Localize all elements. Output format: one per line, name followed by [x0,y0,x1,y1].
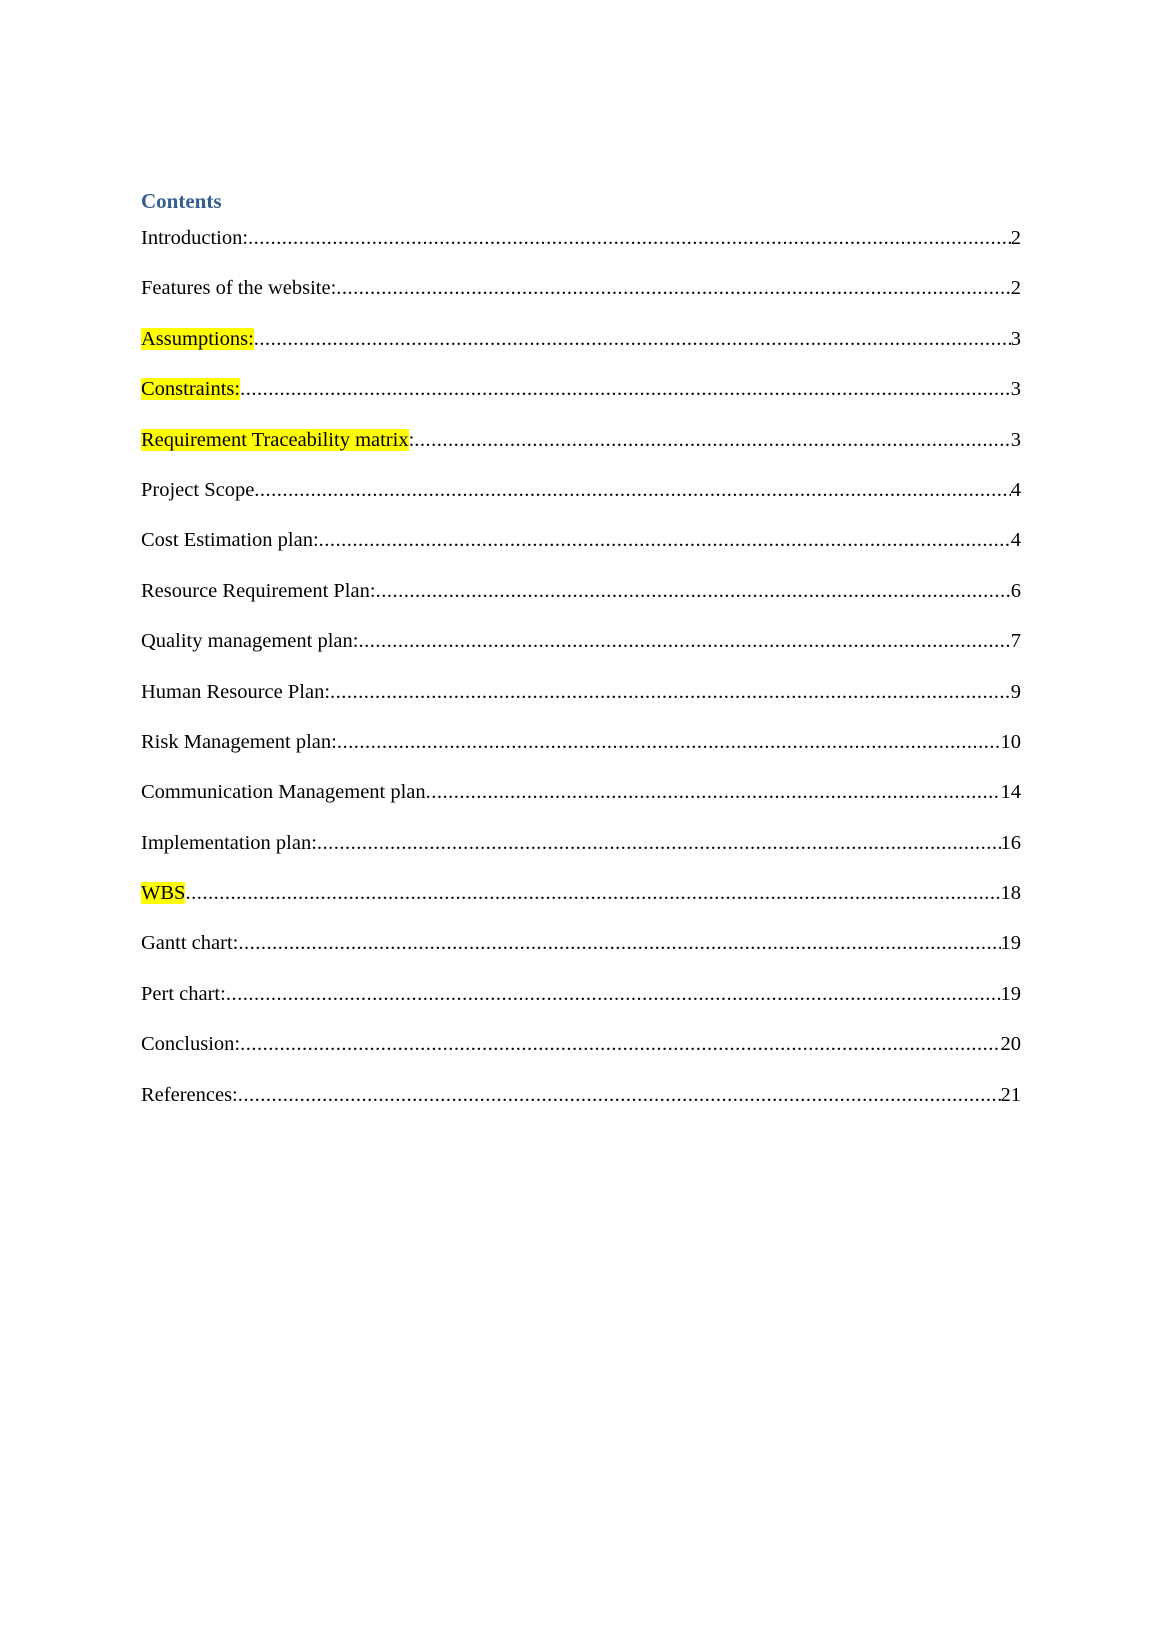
toc-entry-label: Features of the website: [141,277,337,300]
toc-entry-label: : [408,428,415,451]
toc-entry-label: Introduction: [141,227,249,249]
toc-page-number: 2 [1010,277,1021,300]
toc-entry-label: References: [141,1083,238,1106]
toc-entry-cost-estimation[interactable] [141,528,1021,578]
toc-entry-constraints[interactable] [141,377,1021,427]
dot-leader [337,730,1001,755]
toc-page-number: 2 [1010,227,1021,249]
toc-entry-implementation[interactable] [141,831,1021,881]
toc-page-number: 3 [1010,327,1021,350]
toc-page-number: 10 [1000,730,1021,753]
dot-leader [240,377,1011,402]
dot-leader [240,1032,1000,1057]
toc-entry-introduction[interactable] [141,226,1021,276]
toc-entry-human-resource[interactable] [141,680,1021,730]
toc-page-number: 4 [1010,529,1021,552]
toc-entry-label: Human Resource Plan: [141,680,331,703]
dot-leader [254,478,1010,503]
dot-leader [185,881,1000,906]
toc-page-number: 3 [1010,378,1021,401]
toc-entry-features[interactable] [141,276,1021,326]
toc-highlight: Constraints: [141,378,241,401]
toc-entry-wbs[interactable] [141,881,1021,931]
toc-entry-label: Conclusion: [141,1033,241,1056]
toc-entry-label: Implementation plan: [141,831,317,854]
toc-page-number: 18 [1000,882,1021,905]
toc-entry-label: Quality management plan: [141,630,359,653]
dot-leader [254,327,1011,352]
toc-page-number: 19 [1000,982,1021,1005]
toc-entry-traceability-matrix[interactable] [141,428,1021,478]
dot-leader [358,629,1010,654]
toc-entry-resource-requirement[interactable] [141,579,1021,629]
toc-entry-label: Pert chart: [141,982,226,1005]
toc-heading: Contents [141,189,222,213]
toc-entry-conclusion[interactable] [141,1032,1021,1082]
toc-highlight: Assumptions: [141,327,254,350]
toc-page-number: 21 [1000,1083,1021,1106]
toc-page-number: 19 [1000,932,1021,955]
toc-entry-communication-management[interactable] [141,780,1021,830]
toc-entry-quality-management[interactable] [141,629,1021,679]
toc-page-number: 7 [1010,630,1021,653]
dot-leader [336,276,1010,301]
dot-leader [426,780,1001,805]
toc-highlight: Requirement Traceability matrix [141,428,409,451]
dot-leader [414,428,1010,453]
toc-entry-pert-chart[interactable] [141,982,1021,1032]
dot-leader [319,528,1011,553]
toc-page-number: 6 [1010,579,1021,602]
toc-page-number: 4 [1010,478,1021,501]
toc-highlight: WBS [141,882,186,905]
dot-leader [317,831,1001,856]
toc-entry-gantt-chart[interactable] [141,931,1021,981]
dot-leader [248,226,1011,251]
toc-entry-label: Project Scope [141,478,255,501]
toc-entry-label: Resource Requirement Plan: [141,579,376,602]
toc-entry-label: Communication Management plan [141,781,426,804]
toc-entry-label: Gantt chart: [141,932,239,955]
toc-list [141,226,1021,1133]
dot-leader [238,931,1000,956]
toc-page-number: 16 [1000,831,1021,854]
dot-leader [330,680,1011,705]
toc-page-number: 14 [1000,781,1021,804]
table-of-contents [141,186,1021,1133]
toc-entry-risk-management[interactable] [141,730,1021,780]
toc-entry-project-scope[interactable] [141,478,1021,528]
toc-entry-label: Cost Estimation plan: [141,529,319,552]
toc-page-number: 3 [1010,428,1021,451]
toc-entry-references[interactable] [141,1083,1021,1133]
dot-leader [226,982,1001,1007]
toc-entry-assumptions[interactable] [141,327,1021,377]
dot-leader [376,579,1011,604]
toc-page-number: 20 [1000,1033,1021,1056]
toc-page-number: 9 [1010,680,1021,703]
dot-leader [238,1083,1001,1108]
toc-entry-label: Risk Management plan: [141,730,337,753]
